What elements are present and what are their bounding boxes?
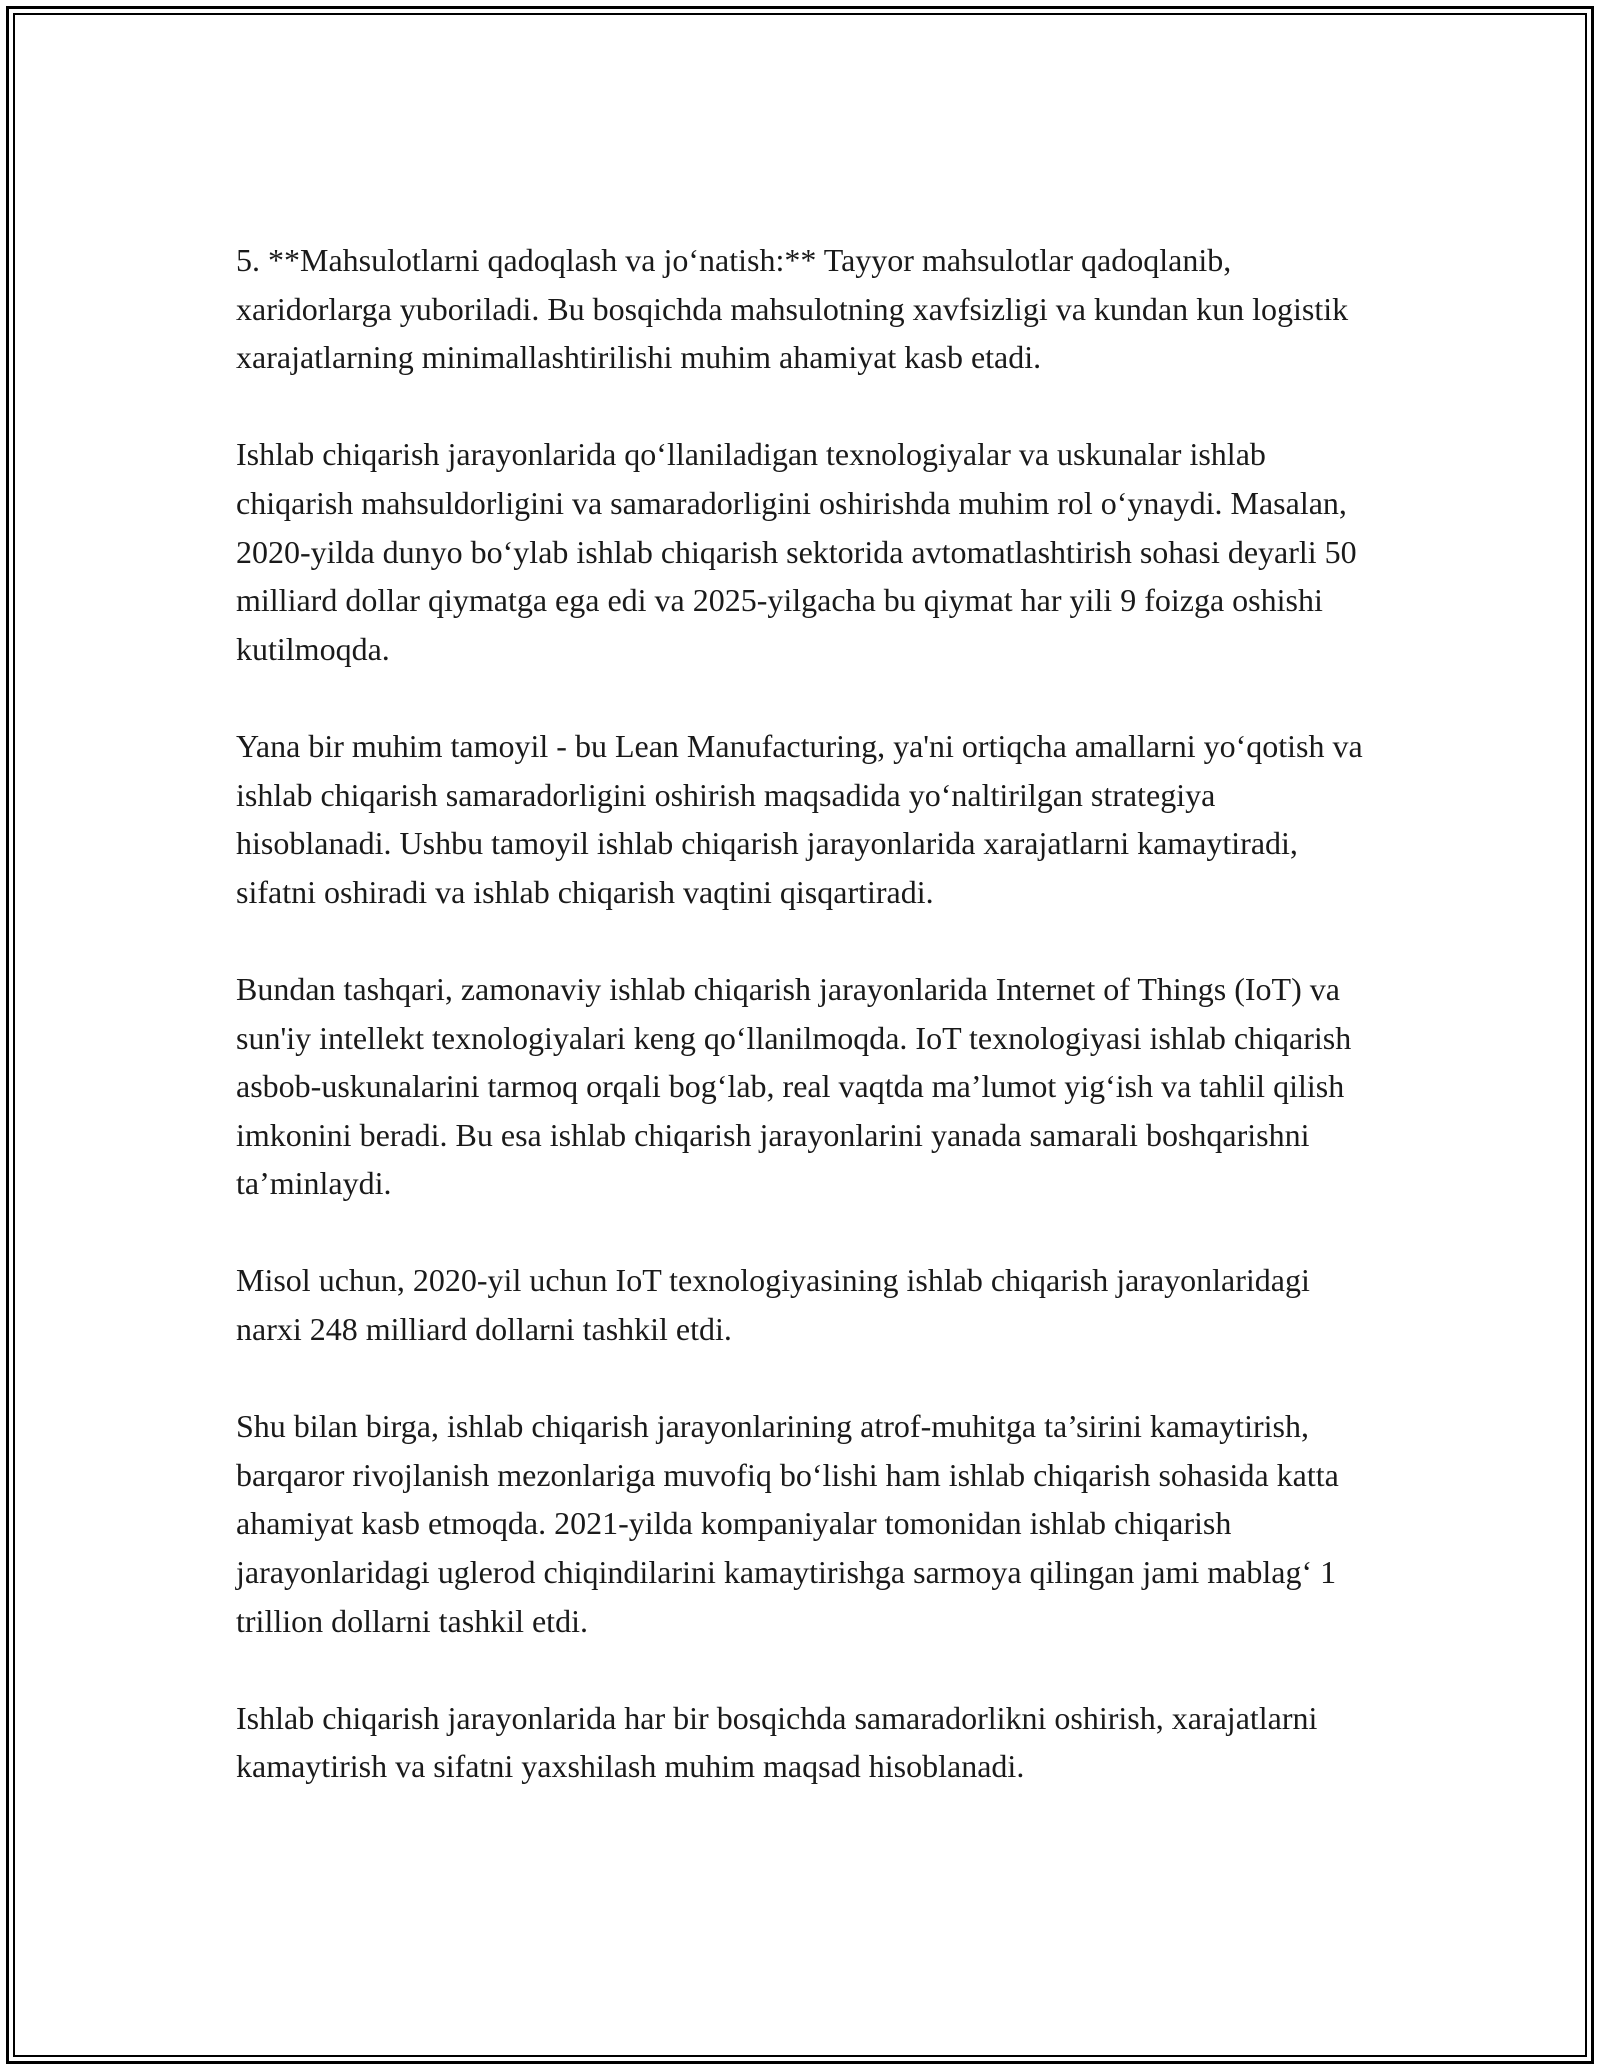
document-body (236, 236, 1376, 1791)
paragraph-environment: Shu bilan birga, ishlab chiqarish jarayonlarining atrof-muhitga ta’sirini kamaytirish, barqaror rivojlanish mezonlariga muvofiq bo‘lishi ham ishlab chiqarish sohasida katta ahamiyat kasb etmoqda. 2021-yilda kompaniyalar tomonidan ishlab chiqarish jarayonlaridagi uglerod chiqindilarini kamaytirishga sarmoya qilingan jami mablag‘ 1 trillion dollarni tashkil etdi. (236, 1408, 1339, 1639)
paragraph-iot-ai: Bundan tashqari, zamonaviy ishlab chiqarish jarayonlarida Internet of Things (IoT) va sun'iy intellekt texnologiyalari keng qo‘llanilmoqda. IoT texnologiyasi ishlab chiqarish asbob-uskunalarini tarmoq orqali bog‘lab, real vaqtda ma’lumot yig‘ish va tahlil qilish imkonini beradi. Bu esa ishlab chiqarish jarayonlarini yanada samarali boshqarishni ta’minlaydi. (236, 970, 1352, 1202)
paragraph-packaging-shipping: 5. **Mahsulotlarni qadoqlash va jo‘natish:** Tayyor mahsulotlar qadoqlanib, xaridorlarga yuboriladi. Bu bosqichda mahsulotning xavfsizligi va kundan kun logistik xarajatlarning minimallashtirilishi muhim ahamiyat kasb etadi. (236, 242, 1349, 376)
paragraph-technologies-automation: Ishlab chiqarish jarayonlarida qo‘llaniladigan texnologiyalar va uskunalar ishlab chiqarish mahsuldorligini va samaradorligini oshirishda muhim rol o‘ynaydi. Masalan, 2020-yilda dunyo bo‘ylab ishlab chiqarish sektorida avtomatlashtirish sohasi deyarli 50 milliard dollar qiymatga ega edi va 2025-yilgacha bu qiymat har yili 9 foizga oshishi kutilmoqda. (236, 436, 1357, 667)
paragraph-iot-cost: Misol uchun, 2020-yil uchun IoT texnologiyasining ishlab chiqarish jarayonlaridagi narxi 248 milliard dollarni tashkil etdi. (236, 1262, 1310, 1348)
paragraph-lean-manufacturing: Yana bir muhim tamoyil - bu Lean Manufacturing, ya'ni ortiqcha amallarni yo‘qotish va ishlab chiqarish samaradorligini oshirish maqsadida yo‘naltirilgan strategiya hisoblanadi. Ushbu tamoyil ishlab chiqarish jarayonlarida xarajatlarni kamaytiradi, sifatni oshiradi va ishlab chiqarish vaqtini qisqartiradi. (236, 727, 1363, 910)
paragraph-conclusion: Ishlab chiqarish jarayonlarida har bir bosqichda samaradorlikni oshirish, xarajatlarni kamaytirish va sifatni yaxshilash muhim maqsad hisoblanadi. (236, 1699, 1318, 1785)
